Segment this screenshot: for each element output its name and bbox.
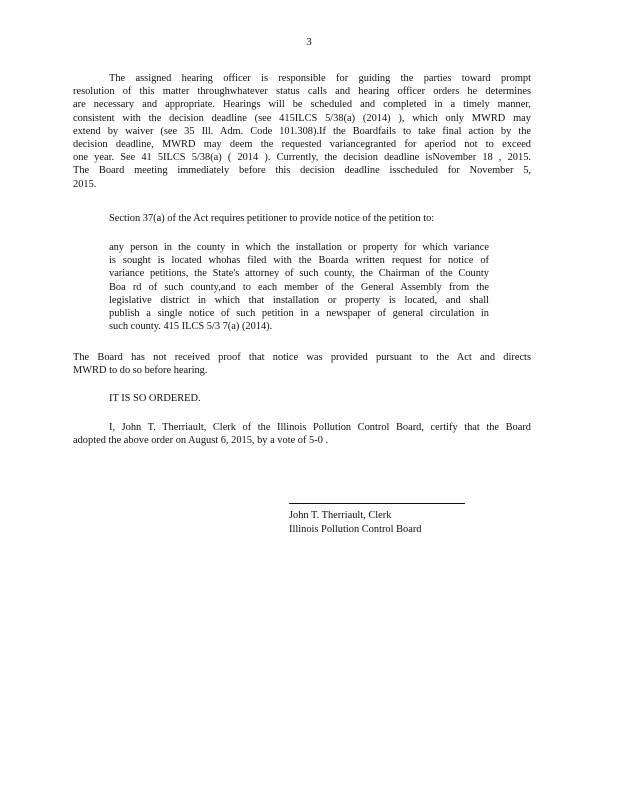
text-line: MWRD to do so before hearing. bbox=[73, 365, 208, 377]
notice-status-paragraph bbox=[73, 351, 531, 377]
text-line: Section 37(a) of the Act requires petitioner to provide notice of the petition to: bbox=[109, 213, 435, 224]
text-line: adopted the above order on August 6, 2015, by a vote of 5-0 . bbox=[73, 435, 329, 447]
text-line: IT IS SO ORDERED. bbox=[109, 393, 201, 404]
quote-line: variance petitions, the State's attorney of such county, the Chairman of the County bbox=[109, 268, 489, 280]
quote-line: is sought is located whohas filed with the Boarda written request for notice of bbox=[109, 255, 489, 267]
text-line: are necessary and appropriate. Hearings will be scheduled and completed in a timely manner, bbox=[73, 99, 531, 111]
text-line: The Board has not received proof that notice was provided pursuant to the Act and directs bbox=[73, 352, 531, 363]
quote-line: Boa rd of such county,and to each member of the General Assembly from the bbox=[109, 281, 489, 293]
text-line: one year. See 41 5ILCS 5/38(a) ( 2014 ). Currently, the decision deadline isNovember 18 , 2015. bbox=[73, 152, 531, 164]
signatory-name: John T. Therriault, Clerk bbox=[289, 510, 392, 521]
quote-line: any person in the county in which the installation or property for which variance bbox=[109, 242, 489, 253]
signature-line bbox=[289, 503, 465, 504]
text-line: The Board meeting immediately before this decision deadline isscheduled for November 5, bbox=[73, 165, 531, 177]
so-ordered-paragraph bbox=[73, 392, 531, 405]
hearing-officer-paragraph bbox=[73, 72, 531, 191]
page-number: 3 bbox=[306, 36, 312, 48]
quote-line: legislative district in which that installation or property is located, and shall bbox=[109, 294, 489, 306]
quote-line: publish a single notice of such petition in a newspaper of general circulation in bbox=[109, 308, 489, 320]
text-line: resolution of this matter throughwhatever status calls and hearing officer orders he determines bbox=[73, 86, 531, 98]
text-line: The assigned hearing officer is responsible for guiding the parties toward prompt bbox=[109, 73, 531, 84]
text-line: decision deadline, MWRD may deem the requested variancegranted for aperiod not to exceed bbox=[73, 139, 531, 151]
certification-paragraph bbox=[73, 421, 531, 447]
text-line: consistent with the decision deadline (see 415ILCS 5/38(a) (2014) ), which only MWRD may bbox=[73, 112, 531, 124]
section-intro-paragraph bbox=[73, 212, 531, 225]
quote-line: such county. 415 ILCS 5/3 7(a) (2014). bbox=[109, 321, 273, 333]
text-line: 2015. bbox=[73, 178, 97, 190]
statutory-quote-block bbox=[109, 241, 489, 333]
signatory-organization: Illinois Pollution Control Board bbox=[289, 524, 422, 535]
text-line: I, John T. Therriault, Clerk of the Illinois Pollution Control Board, certify that the Board bbox=[109, 422, 531, 433]
text-line: extend by waiver (see 35 Ill. Adm. Code 101.308).If the Boardfails to take final action by the bbox=[73, 125, 531, 137]
signature-block bbox=[289, 509, 422, 537]
